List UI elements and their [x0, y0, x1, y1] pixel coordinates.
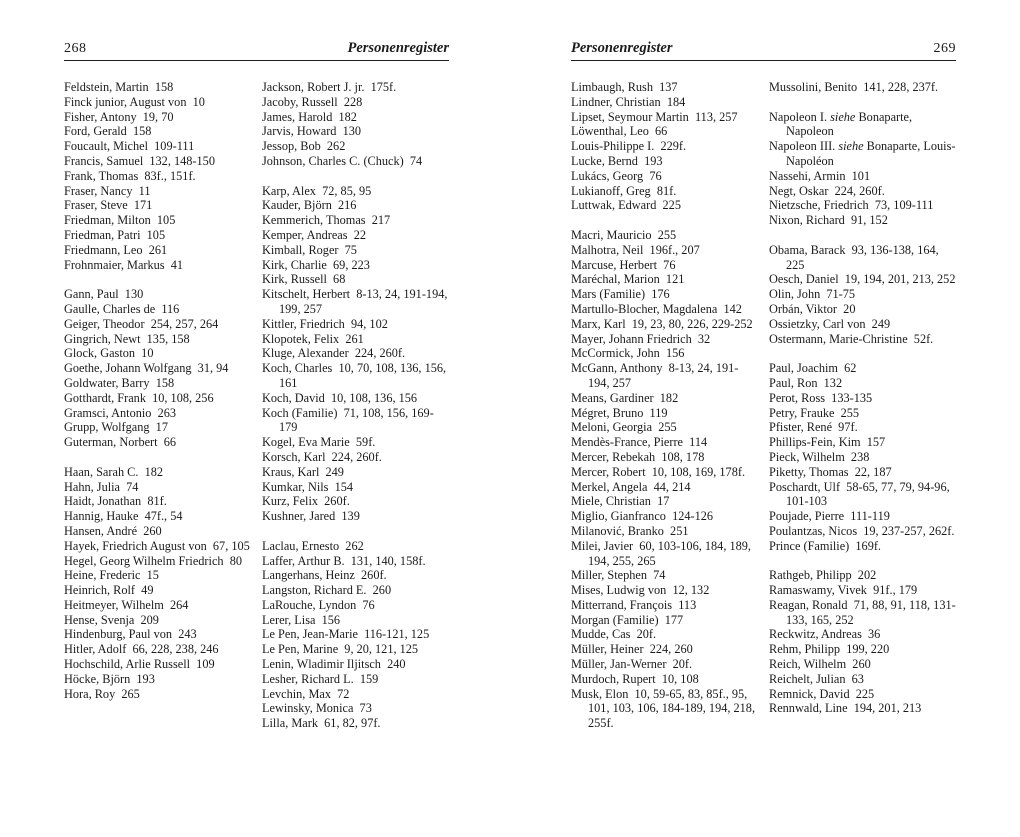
index-entry: Foucault, Michel 109-111 [64, 139, 195, 154]
index-entry: Langerhans, Heinz 260f. [262, 568, 387, 583]
index-entry: Napoleon III. siehe Bonaparte, Louis-Napoléon [769, 139, 956, 168]
index-entry: Nietzsche, Friedrich 73, 109-111 [769, 198, 934, 213]
index-entry: Friedman, Milton 105 [64, 213, 176, 228]
index-entry: Miller, Stephen 74 [571, 568, 666, 583]
index-entry: Hense, Svenja 209 [64, 612, 159, 627]
index-entry: Phillips-Fein, Kim 157 [769, 435, 886, 450]
index-group [64, 80, 252, 272]
index-entry: Remnick, David 225 [769, 686, 875, 701]
index-entry: Lukianoff, Greg 81f. [571, 183, 677, 198]
index-entry: Klopotek, Felix 261 [262, 331, 364, 346]
index-entry: Miele, Christian 17 [571, 494, 670, 509]
index-entry: Pieck, Wilhelm 238 [769, 449, 870, 464]
index-entry: Negt, Oskar 224, 260f. [769, 183, 885, 198]
index-entry: Ramaswamy, Vivek 91f., 179 [769, 583, 918, 598]
index-entry: Hansen, André 260 [64, 523, 162, 538]
index-entry: Petry, Frauke 255 [769, 405, 860, 420]
index-group [262, 184, 450, 524]
index-entry: Lilla, Mark 61, 82, 97f. [262, 716, 381, 731]
index-entry: Limbaugh, Rush 137 [571, 80, 678, 94]
index-entry: Rennwald, Line 194, 201, 213 [769, 701, 922, 716]
running-head: Personenregister [571, 40, 673, 56]
index-entry: Musk, Elon 10, 59-65, 83, 85f., 95, 101, 103, 106, 184-189, 194, 218, 255f. [571, 686, 759, 731]
index-group [769, 110, 957, 228]
index-entry: Reichelt, Julian 63 [769, 671, 864, 686]
index-entry: Kurz, Felix 260f. [262, 494, 350, 509]
index-entry: Lipset, Seymour Martin 113, 257 [571, 109, 738, 124]
page-header [571, 40, 956, 61]
index-columns [571, 80, 956, 731]
index-entry: LaRouche, Lyndon 76 [262, 597, 375, 612]
index-entry: Fraser, Steve 171 [64, 198, 153, 213]
index-entry: Hayek, Friedrich August von 67, 105 [64, 538, 250, 553]
index-entry: Martullo-Blocher, Magdalena 142 [571, 301, 742, 316]
index-entry: Nassehi, Armin 101 [769, 168, 871, 183]
index-group [571, 228, 759, 731]
index-entry: Merkel, Angela 44, 214 [571, 479, 691, 494]
index-entry: Reckwitz, Andreas 36 [769, 627, 881, 642]
index-entry: Ostermann, Marie-Christine 52f. [769, 331, 934, 346]
index-column-1 [64, 80, 252, 731]
index-entry: Mercer, Robert 10, 108, 169, 178f. [571, 464, 746, 479]
page-right-269 [571, 40, 956, 731]
index-entry: Lindner, Christian 184 [571, 94, 686, 109]
index-group [769, 568, 957, 716]
index-entry: Le Pen, Marine 9, 20, 121, 125 [262, 642, 419, 657]
index-entry: Rehm, Philipp 199, 220 [769, 642, 890, 657]
index-entry: Haidt, Jonathan 81f. [64, 494, 167, 509]
index-entry: Goldwater, Barry 158 [64, 375, 175, 390]
index-entry: Gramsci, Antonio 263 [64, 405, 177, 420]
index-entry: McCormick, John 156 [571, 346, 685, 361]
index-entry: Lukács, Georg 76 [571, 168, 662, 183]
index-entry: Macri, Mauricio 255 [571, 227, 677, 242]
index-entry: Maréchal, Marion 121 [571, 272, 685, 287]
index-entry: Heitmeyer, Wilhelm 264 [64, 597, 189, 612]
index-entry: Kittler, Friedrich 94, 102 [262, 316, 388, 331]
index-entry: Kumkar, Nils 154 [262, 479, 354, 494]
index-entry: Milanović, Branko 251 [571, 523, 689, 538]
index-entry: Piketty, Thomas 22, 187 [769, 464, 892, 479]
index-entry: Finck junior, August von 10 [64, 94, 205, 109]
index-entry: Meloni, Georgia 255 [571, 420, 677, 435]
index-entry: Hora, Roy 265 [64, 686, 140, 701]
index-group [769, 243, 957, 347]
index-entry: Prince (Familie) 169f. [769, 538, 882, 553]
index-entry: Koch, Charles 10, 70, 108, 136, 156, 161 [262, 361, 450, 390]
index-column-2 [769, 80, 957, 731]
index-entry: Haan, Sarah C. 182 [64, 464, 164, 479]
index-entry: Gotthardt, Frank 10, 108, 256 [64, 390, 214, 405]
page-header [64, 40, 449, 61]
index-entry: Luttwak, Edward 225 [571, 198, 681, 213]
index-entry: James, Harold 182 [262, 109, 357, 124]
index-entry: Kitschelt, Herbert 8-13, 24, 191-194, 199, 257 [262, 287, 451, 316]
index-entry: Jackson, Robert J. jr. 175f. [262, 80, 397, 94]
index-column-2 [262, 80, 450, 731]
index-column-1 [571, 80, 759, 731]
index-entry: Reich, Wilhelm 260 [769, 657, 871, 672]
index-entry: Gann, Paul 130 [64, 287, 144, 302]
index-entry: Francis, Samuel 132, 148-150 [64, 153, 215, 168]
index-entry: Mussolini, Benito 141, 228, 237f. [769, 80, 939, 94]
index-entry: Lewinsky, Monica 73 [262, 701, 372, 716]
index-entry: Pfister, René 97f. [769, 420, 858, 435]
index-entry: Friedmann, Leo 261 [64, 242, 168, 257]
index-entry: McGann, Anthony 8-13, 24, 191-194, 257 [571, 361, 739, 390]
page-number: 268 [64, 41, 87, 56]
index-entry: Müller, Heiner 224, 260 [571, 642, 693, 657]
index-entry: Kushner, Jared 139 [262, 509, 360, 524]
index-entry: Mitterrand, François 113 [571, 597, 697, 612]
index-entry: Friedman, Patri 105 [64, 227, 166, 242]
index-entry: Mégret, Bruno 119 [571, 405, 668, 420]
index-entry: Napoleon I. siehe Bonaparte, Napoleon [769, 109, 916, 139]
index-entry: Fisher, Antony 19, 70 [64, 109, 174, 124]
index-entry: Poschardt, Ulf 58-65, 77, 79, 94-96, 101-103 [769, 479, 953, 509]
index-entry: Jessop, Bob 262 [262, 139, 346, 154]
index-entry: Glock, Gaston 10 [64, 346, 154, 361]
index-entry: Mayer, Johann Friedrich 32 [571, 331, 711, 346]
index-entry: Marcuse, Herbert 76 [571, 257, 676, 272]
index-entry: Kauder, Björn 216 [262, 198, 357, 213]
index-entry: Louis-Philippe I. 229f. [571, 139, 687, 154]
index-entry: Oesch, Daniel 19, 194, 201, 213, 252 [769, 272, 956, 287]
index-entry: Paul, Joachim 62 [769, 361, 857, 376]
index-entry: Kirk, Russell 68 [262, 272, 346, 287]
index-entry: Olin, John 71-75 [769, 287, 856, 302]
index-entry: Johnson, Charles C. (Chuck) 74 [262, 153, 423, 168]
index-entry: Fraser, Nancy 11 [64, 183, 151, 198]
index-entry: Miglio, Gianfranco 124-126 [571, 509, 714, 524]
index-entry: Heinrich, Rolf 49 [64, 583, 154, 598]
index-entry: Poujade, Pierre 111-119 [769, 509, 890, 524]
index-entry: Milei, Javier 60, 103-106, 184, 189, 194, 255, 265 [571, 538, 755, 568]
index-entry: Means, Gardiner 182 [571, 390, 679, 405]
running-head: Personenregister [347, 40, 449, 56]
index-entry: Grupp, Wolfgang 17 [64, 420, 168, 435]
index-entry: Löwenthal, Leo 66 [571, 124, 668, 139]
index-entry: Höcke, Björn 193 [64, 671, 155, 686]
index-entry: Malhotra, Neil 196f., 207 [571, 242, 700, 257]
index-entry: Korsch, Karl 224, 260f. [262, 449, 382, 464]
index-entry: Mendès-France, Pierre 114 [571, 435, 708, 450]
index-entry: Mars (Familie) 176 [571, 287, 670, 302]
index-entry: Laclau, Ernesto 262 [262, 538, 364, 553]
index-entry: Feldstein, Martin 158 [64, 80, 174, 94]
index-entry: Kirk, Charlie 69, 223 [262, 257, 370, 272]
index-entry: Obama, Barack 93, 136-138, 164, 225 [769, 242, 942, 272]
index-entry: Mises, Ludwig von 12, 132 [571, 583, 710, 598]
index-entry: Lerer, Lisa 156 [262, 612, 341, 627]
index-entry: Frohnmaier, Markus 41 [64, 257, 184, 272]
index-entry: Mercer, Rebekah 108, 178 [571, 449, 705, 464]
index-entry: Gaulle, Charles de 116 [64, 301, 180, 316]
index-entry: Mudde, Cas 20f. [571, 627, 657, 642]
index-entry: Ossietzky, Carl von 249 [769, 316, 891, 331]
index-group [769, 80, 957, 95]
index-entry: Lenin, Wladimir Iljitsch 240 [262, 657, 406, 672]
index-entry: Goethe, Johann Wolfgang 31, 94 [64, 361, 229, 376]
index-entry: Müller, Jan-Werner 20f. [571, 657, 693, 672]
index-entry: Kimball, Roger 75 [262, 242, 357, 257]
index-entry: Kluge, Alexander 224, 260f. [262, 346, 406, 361]
index-group [262, 539, 450, 731]
index-entry: Kogel, Eva Marie 59f. [262, 435, 376, 450]
index-entry: Langston, Richard E. 260 [262, 583, 392, 598]
index-group [769, 361, 957, 553]
index-entry: Kemper, Andreas 22 [262, 227, 367, 242]
index-entry: Poulantzas, Nicos 19, 237-257, 262f. [769, 523, 955, 538]
page-left-268 [64, 40, 449, 731]
index-entry: Guterman, Norbert 66 [64, 435, 177, 450]
index-group [262, 80, 450, 169]
index-entry: Hitler, Adolf 66, 228, 238, 246 [64, 642, 219, 657]
index-entry: Perot, Ross 133-135 [769, 390, 873, 405]
index-entry: Hannig, Hauke 47f., 54 [64, 509, 183, 524]
index-entry: Kraus, Karl 249 [262, 464, 344, 479]
index-entry: Gingrich, Newt 135, 158 [64, 331, 190, 346]
index-entry: Hindenburg, Paul von 243 [64, 627, 197, 642]
index-entry: Koch (Familie) 71, 108, 156, 169-179 [262, 405, 434, 435]
index-entry: Hegel, Georg Wilhelm Friedrich 80 [64, 553, 242, 568]
page-number: 269 [933, 41, 956, 56]
index-entry: Lesher, Richard L. 159 [262, 671, 379, 686]
index-entry: Hahn, Julia 74 [64, 479, 139, 494]
index-entry: Laffer, Arthur B. 131, 140, 158f. [262, 553, 426, 568]
index-entry: Reagan, Ronald 71, 88, 91, 118, 131-133, 165, 252 [769, 597, 956, 627]
index-entry: Ford, Gerald 158 [64, 124, 152, 139]
index-entry: Hochschild, Arlie Russell 109 [64, 657, 215, 672]
index-entry: Nixon, Richard 91, 152 [769, 213, 888, 228]
index-entry: Geiger, Theodor 254, 257, 264 [64, 316, 219, 331]
index-entry: Rathgeb, Philipp 202 [769, 568, 877, 583]
index-entry: Murdoch, Rupert 10, 108 [571, 671, 699, 686]
index-columns [64, 80, 449, 731]
index-entry: Koch, David 10, 108, 136, 156 [262, 390, 418, 405]
index-entry: Karp, Alex 72, 85, 95 [262, 183, 372, 198]
index-entry: Heine, Frederic 15 [64, 568, 159, 583]
index-group [571, 80, 759, 213]
index-entry: Kemmerich, Thomas 217 [262, 213, 391, 228]
index-entry: Levchin, Max 72 [262, 686, 350, 701]
index-entry: Paul, Ron 132 [769, 375, 843, 390]
index-entry: Morgan (Familie) 177 [571, 612, 684, 627]
index-entry: Le Pen, Jean-Marie 116-121, 125 [262, 627, 430, 642]
index-entry: Frank, Thomas 83f., 151f. [64, 168, 196, 183]
index-group [64, 287, 252, 450]
index-entry: Marx, Karl 19, 23, 80, 226, 229-252 [571, 316, 753, 331]
index-entry: Lucke, Bernd 193 [571, 153, 663, 168]
index-entry: Jarvis, Howard 130 [262, 124, 362, 139]
index-entry: Jacoby, Russell 228 [262, 94, 363, 109]
index-entry: Orbán, Viktor 20 [769, 301, 856, 316]
index-group [64, 465, 252, 702]
